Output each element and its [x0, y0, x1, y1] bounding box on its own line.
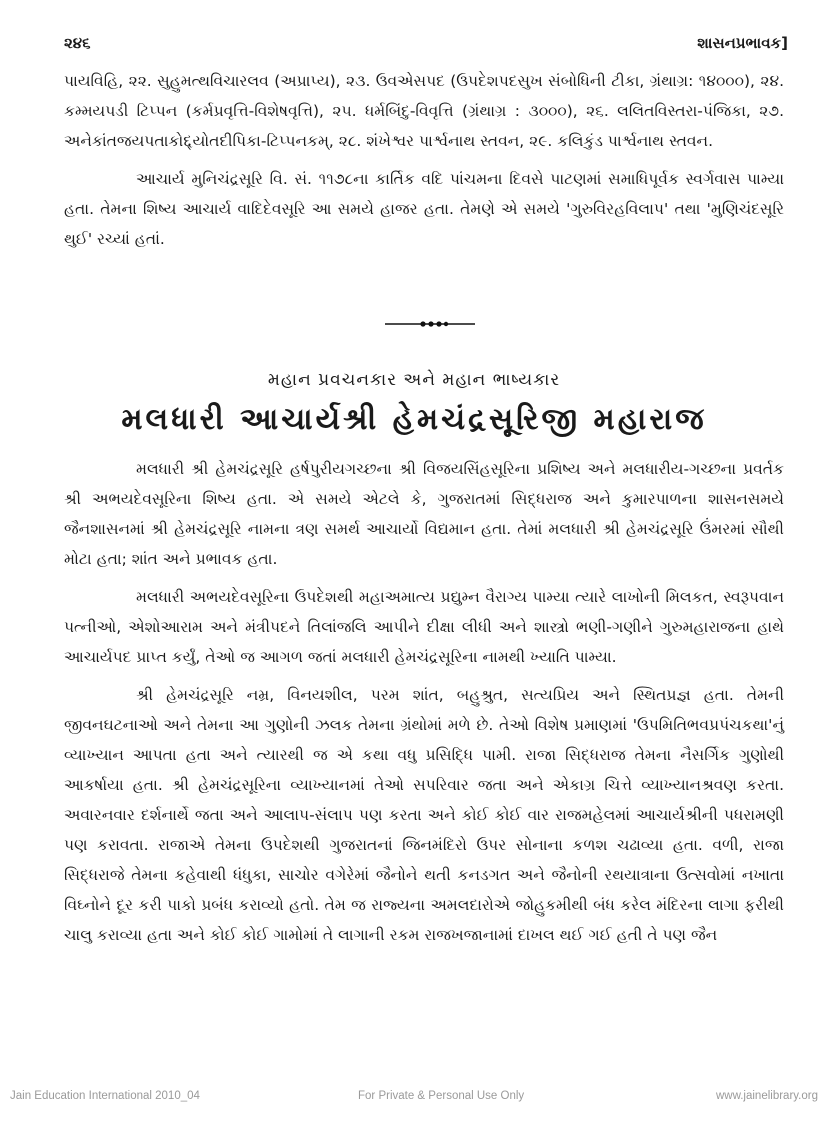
section-divider-ornament: [385, 318, 475, 330]
footer-usage-note: For Private & Personal Use Only: [358, 1090, 525, 1102]
page-header: [64, 34, 788, 58]
footer-website: www.jainelibrary.org: [715, 1090, 818, 1102]
running-title: શાસનપ્રભાવક]: [697, 34, 788, 52]
footer-publisher: Jain Education International 2010_04: [10, 1090, 200, 1102]
page-footer: [10, 1090, 818, 1106]
paragraph-works-list: પાયવિહિ, ૨૨. સુહુમત્થવિચારલવ (અપ્રાપ્ય), ૨૩. ઉવએસપદ (ઉપદેશપદસુખ સંબોધિની ટીકા, ગ્રંથાગ્ર: ૧૪૦૦૦), ૨૪. કમ્મયપડી ટિપ્પન (કર્મપ્રવૃત્તિ-વિશેષવૃત્તિ), ૨૫. ધર્મબિંદુ-વિવૃત્તિ (ગ્રંથાગ્ર : ૩૦૦૦), ૨૬. લલિતવિસ્તરા-પંજિકા, ૨૭. અનેકાંતજયપતાકોદ્દ્યોતદીપિકા-ટિપ્પનકમ્, ૨૮. શંખેશ્વર પાર્શ્વનાથ સ્તવન, ૨૯. કલિકુંડ પાર્શ્વનાથ સ્તવન.: [64, 72, 784, 150]
paragraph-munichandrasuri: આચાર્ય મુનિચંદ્રસૂરિ વિ. સં. ૧૧૭૮ના કાર્તિક વદિ પાંચમના દિવસે પાટણમાં સમાધિપૂર્વક સ્વર્ગવાસ પામ્યા હતા. તેમના શિષ્ય આચાર્ય વાદિદેવસૂરિ આ સમયે હાજર હતા. તેમણે એ સમયે 'ગુરુવિરહવિલાપ' તથા 'મુણિચંદસૂરિ થુઈ' રચ્યાં હતાં.: [64, 170, 784, 248]
section-body: [64, 454, 784, 950]
paragraph-virtues: શ્રી હેમચંદ્રસૂરિ નમ્ર, વિનયશીલ, પરમ શાંત, બહુશ્રુત, સત્યપ્રિય અને સ્થિતપ્રજ્ઞ હતા. તેમની જીવનઘટનાઓ અને તેમના આ ગુણોની ઝલક તેમના ગ્રંથોમાં મળે છે. તેઓ વિશેષ પ્રમાણમાં 'ઉપમિતિભવપ્રપંચકથા'નું વ્યાખ્યાન આપતા હતા અને ત્યારથી જ એ કથા વધુ પ્રસિદ્ધિ પામી. રાજા સિદ્ધરાજ તેમના નૈસર્ગિક ગુણોથી આકર્ષાયા હતા. શ્રી હેમચંદ્રસૂરિના વ્યાખ્યાનમાં તેઓ સપરિવાર જતા અને એકાગ્ર ચિત્તે વ્યાખ્યાનશ્રવણ કરતા. અવારનવાર દર્શનાર્થે જતા અને આલાપ-સંલાપ પણ કરતા અને કોઈ કોઈ વાર રાજમહેલમાં આચાર્યશ્રીની પધરામણી પણ કરાવતા. રાજાએ તેમના ઉપદેશથી ગુજરાતનાં જિનમંદિરો ઉપર સોનાના કળશ ચઢાવ્યા હતા. વળી, રાજા સિદ્ધરાજે તેમના કહેવાથી ધંધુકા, સાચોર વગેરેમાં જૈનોને થતી કનડગત અને જૈનોની રથયાત્રાના ઉત્સવોમાં નખાતા વિઘ્નોને દૂર કરી પાકો પ્રબંધ કરાવ્યો હતો. તેમ જ રાજ્યના અમલદારોએ જોહુકમીથી બંધ કરેલ મંદિરના લાગા ફરીથી ચાલુ કરાવ્યા હતા અને કોઈ કોઈ ગામોમાં તે લાગાની રકમ રાજખજાનામાં દાખલ થઈ ગઈ હતી તે પણ જૈન: [64, 686, 784, 944]
intro-text: [64, 66, 784, 254]
page-number: ૨૪૬: [64, 34, 91, 52]
paragraph-pradyumna: મલધારી અભયદેવસૂરિના ઉપદેશથી મહાઅમાત્ય પ્રદ્યુમ્ન વૈરાગ્ય પામ્યા ત્યારે લાખોની મિલકત, સ્વરૂપવાન પત્નીઓ, એશોઆરામ અને મંત્રીપદને તિલાંજલિ આપીને દીક્ષા લીધી અને શાસ્ત્રો ભણી-ગણીને ગુરુમહારાજના હાથે આચાર્યપદ પ્રાપ્ત કર્યું, તેઓ જ આગળ જતાં મલધારી હેમચંદ્રસૂરિના નામથી ખ્યાતિ પામ્યા.: [64, 588, 784, 666]
paragraph-introduction: મલધારી શ્રી હેમચંદ્રસૂરિ હર્ષપુરીયગચ્છના શ્રી વિજયસિંહસૂરિના પ્રશિષ્ય અને મલધારીય-ગચ્છના પ્રવર્તક શ્રી અભયદેવસૂરિના શિષ્ય હતા. એ સમયે એટલે કે, ગુજરાતમાં સિદ્ધરાજ અને કુમારપાળના શાસનસમયે જૈનશાસનમાં શ્રી હેમચંદ્રસૂરિ નામના ત્રણ સમર્થ આચાર્યો વિદ્યમાન હતા. તેમાં મલધારી શ્રી હેમચંદ્રસૂરિ ઉંમરમાં સૌથી મોટા હતા; શાંત અને પ્રભાવક હતા.: [64, 460, 784, 568]
section-title: મલધારી આચાર્યશ્રી હેમચંદ્રસૂરિજી મહારાજ: [121, 402, 707, 437]
section-subtitle: મહાન પ્રવચનકાર અને મહાન ભાષ્યકાર: [267, 370, 561, 390]
